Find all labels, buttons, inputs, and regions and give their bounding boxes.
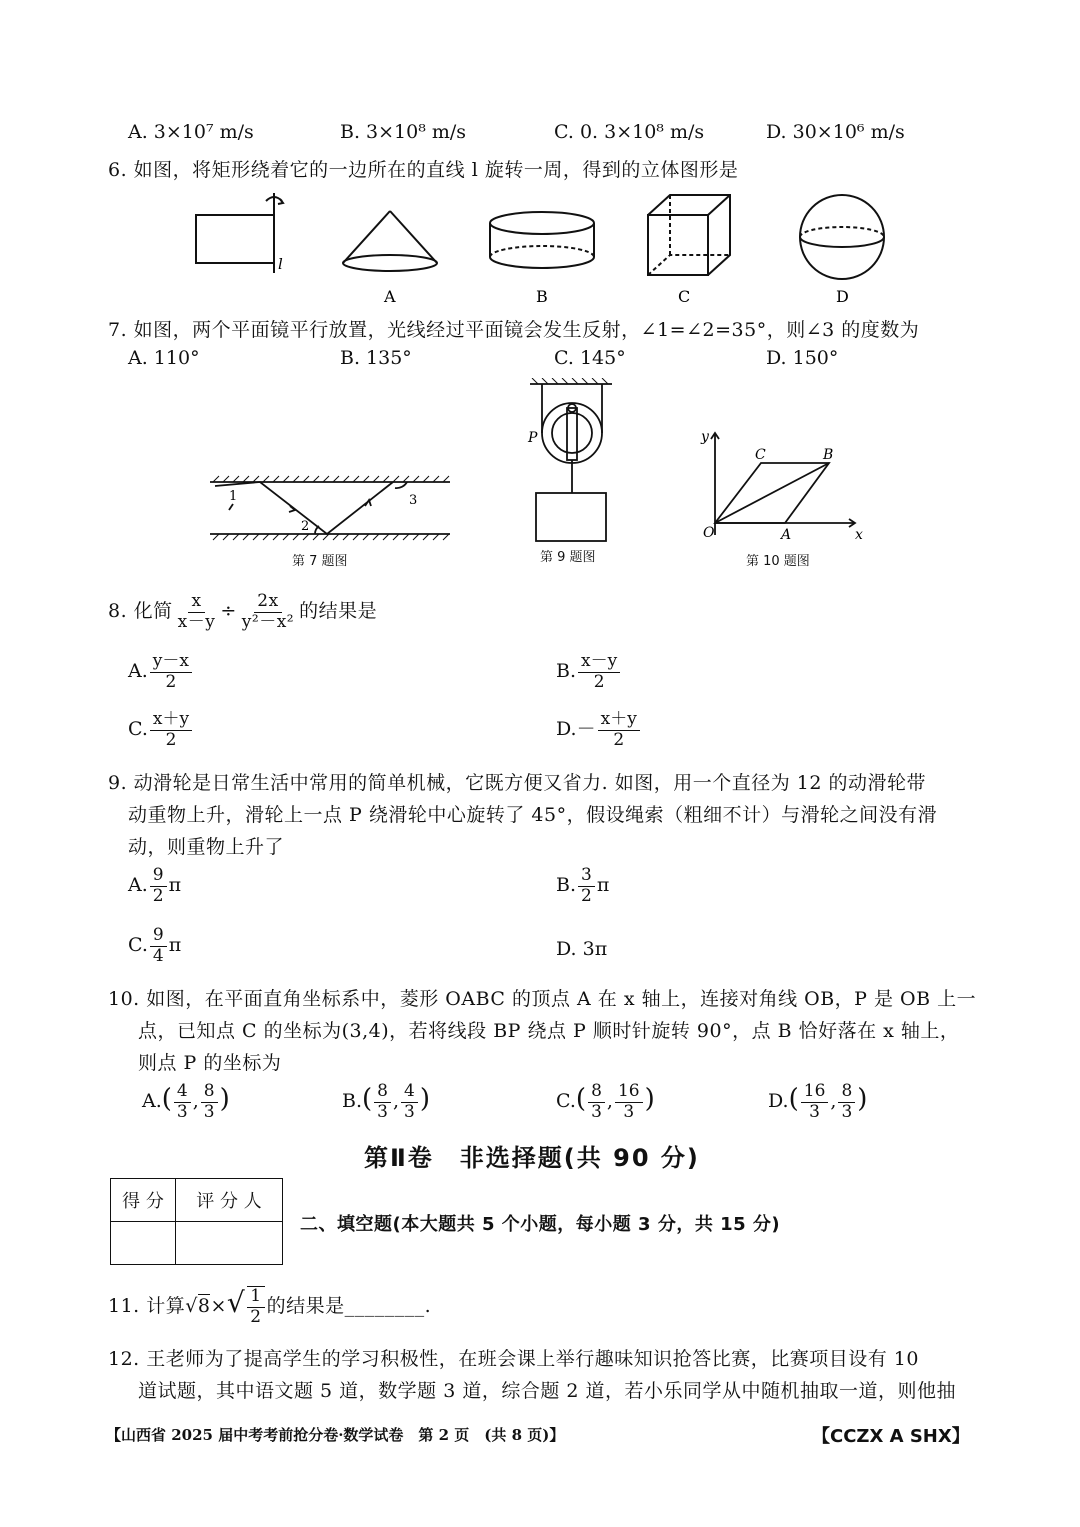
section-2-title: 第Ⅱ卷 非选择题(共 90 分) xyxy=(364,1144,700,1172)
q6-stem: 6. 如图，将矩形绕着它的一边所在的直线 l 旋转一周，得到的立体图形是 xyxy=(108,159,739,181)
q7-option-d: D. 150° xyxy=(766,347,839,369)
q8-option-c-label: C. xyxy=(128,718,148,741)
q11-den: 2 xyxy=(250,1307,262,1327)
figure-10-rhombus xyxy=(695,425,870,545)
q5-option-d: D. 30×10⁶ m/s xyxy=(766,121,905,143)
q9-line-2: 动重物上升，滑轮上一点 P 绕滑轮中心旋转了 45°，假设绳索（粗细不计）与滑轮之间没有滑 xyxy=(128,804,938,826)
q10-option-b: B.( $\frac{8}{3}$ , $\frac{4}{3}$ ) xyxy=(342,1081,431,1122)
q5-option-b: B. 3×10⁸ m/s xyxy=(340,121,467,143)
q9-option-c-pi: π xyxy=(168,934,182,957)
q10-option-c: C.( $\frac{8}{3}$ , $\frac{16}{3}$ ) xyxy=(556,1081,655,1122)
q8-option-b-den: 2 xyxy=(593,671,605,692)
q5-option-c: C. 0. 3×10⁸ m/s xyxy=(554,121,705,143)
q9-option-a-label: A. xyxy=(128,874,148,897)
q10-option-a-n1: 4 xyxy=(174,1082,191,1103)
q9-line-1: 9. 动滑轮是日常生活中常用的简单机械，它既方便又省力. 如图，用一个直径为 12 的动滑轮带 xyxy=(108,772,927,794)
angle-2-label: 2 xyxy=(301,519,310,534)
q10-option-d-n2: 8 xyxy=(838,1082,855,1103)
q11-root1: 8 xyxy=(197,1295,211,1317)
q8-option-d-den: 2 xyxy=(613,729,625,750)
sqrt-icon: √ xyxy=(185,1295,198,1317)
q10-option-b-n1: 8 xyxy=(374,1082,391,1103)
q10-line-1: 10. 如图，在平面直角坐标系中，菱形 OABC 的顶点 A 在 x 轴上，连接对角线 OB，P 是 OB 上一 xyxy=(108,988,977,1010)
q8-frac2-den: y²－x² xyxy=(241,611,295,632)
q8-suffix: 的结果是 xyxy=(299,600,378,623)
footer-exam-info: 【山西省 2025 届中考考前抢分卷·数学试卷 第 2 页 (共 8 页)】 xyxy=(106,1426,565,1444)
q11-num: 1 xyxy=(247,1287,264,1308)
q11-end: . xyxy=(424,1295,432,1317)
cube-figure xyxy=(648,195,730,275)
q8-option-a-num: y－x xyxy=(150,652,192,673)
figure-7-mirrors xyxy=(205,470,455,545)
figure-9-caption: 第 9 题图 xyxy=(540,550,596,565)
q5-option-a: A. 3×10⁷ m/s xyxy=(128,121,254,143)
q9-option-a-num: 9 xyxy=(150,866,167,887)
figure-7-caption: 第 7 题图 xyxy=(292,554,348,569)
q11-stem xyxy=(108,1286,431,1328)
q10-option-a-n2: 8 xyxy=(201,1082,218,1103)
q10-option-d-label: D. xyxy=(768,1090,789,1113)
q8-option-b-label: B. xyxy=(556,660,577,683)
q10-line-3: 则点 P 的坐标为 xyxy=(138,1052,282,1074)
q10-option-b-d1: 3 xyxy=(377,1101,388,1122)
q6-figures xyxy=(180,185,900,305)
q9-option-b xyxy=(556,866,609,906)
rectangle-figure xyxy=(196,193,283,273)
axis-y-label: y xyxy=(701,429,709,445)
q8-option-c xyxy=(128,710,194,750)
q10-option-b-label: B. xyxy=(342,1090,363,1113)
q12-line-1: 12. 王老师为了提高学生的学习积极性，在班会课上举行趣味知识抢答比赛，比赛项目设有 10 xyxy=(108,1348,919,1370)
q8-frac1-num: x xyxy=(188,592,204,613)
q9-option-d xyxy=(556,938,607,960)
axis-x-label: x xyxy=(855,527,863,543)
axis-label-l: l xyxy=(278,255,283,273)
q12-line-2: 道试题，其中语文题 5 道，数学题 3 道，综合题 2 道，若小乐同学从中随机抽取一道，则他抽 xyxy=(138,1380,957,1402)
q9-option-c xyxy=(128,926,181,966)
footer-code: 【CCZX A SHX】 xyxy=(812,1426,970,1447)
angle-1-label: 1 xyxy=(229,489,238,504)
q8-option-a-label: A. xyxy=(128,660,148,683)
q9-option-d-label: D. xyxy=(556,938,577,960)
q9-option-a xyxy=(128,866,181,906)
q10-option-c-d1: 3 xyxy=(591,1101,602,1122)
q7-option-c: C. 145° xyxy=(554,347,626,369)
q9-option-b-num: 3 xyxy=(578,866,595,887)
q10-option-a-d1: 3 xyxy=(176,1101,188,1122)
grader-header: 评 分 人 xyxy=(176,1179,283,1222)
q7-option-b: B. 135° xyxy=(340,347,412,369)
q10-option-d-n1: 16 xyxy=(801,1082,829,1103)
point-c-label: C xyxy=(755,447,766,463)
figure-10-caption: 第 10 题图 xyxy=(746,554,810,569)
q8-option-a-den: 2 xyxy=(165,671,177,692)
q10-option-a-d2: 3 xyxy=(203,1101,215,1122)
grader-cell[interactable] xyxy=(176,1222,283,1265)
q8-frac2-num: 2x xyxy=(254,592,281,613)
q8-option-d-num: x＋y xyxy=(598,710,640,731)
q9-option-b-pi: π xyxy=(596,874,610,897)
q10-option-a-label: A. xyxy=(142,1090,162,1113)
q9-option-b-den: 2 xyxy=(581,885,592,906)
q10-option-a: A.( $\frac{4}{3}$ , $\frac{8}{3}$ ) xyxy=(142,1081,230,1122)
q11-answer-blank[interactable]: ________ xyxy=(344,1295,425,1317)
q9-option-c-den: 4 xyxy=(152,945,164,966)
option-d-label: D xyxy=(836,287,849,305)
q9-option-c-num: 9 xyxy=(150,926,167,947)
point-a-label: A xyxy=(781,527,792,543)
sphere-figure xyxy=(800,195,884,279)
q10-option-c-d2: 3 xyxy=(623,1101,635,1122)
q10-option-d-d2: 3 xyxy=(841,1101,853,1122)
q10-option-d-d1: 3 xyxy=(809,1101,820,1122)
q8-option-d xyxy=(556,710,642,750)
q8-frac1-den: x－y xyxy=(177,611,216,632)
option-c-label: C xyxy=(678,287,691,305)
score-cell[interactable] xyxy=(111,1222,176,1265)
q11-prefix: 11. 计算 xyxy=(108,1295,186,1317)
q8-option-b xyxy=(556,652,622,692)
option-a-label: A xyxy=(384,287,396,305)
q8-option-c-num: x＋y xyxy=(150,710,192,731)
q8-prefix: 8. 化简 xyxy=(108,600,173,623)
cone-figure xyxy=(343,211,437,271)
sqrt-icon: √ xyxy=(226,1286,246,1319)
q10-option-c-label: C. xyxy=(556,1090,576,1113)
q11-times: × xyxy=(210,1295,227,1317)
cylinder-figure xyxy=(490,212,594,268)
q9-line-3: 动，则重物上升了 xyxy=(128,836,285,858)
q9-option-a-pi: π xyxy=(168,874,182,897)
q9-option-a-den: 2 xyxy=(152,885,164,906)
point-o-label: O xyxy=(703,525,715,541)
q10-option-b-d2: 3 xyxy=(404,1101,415,1122)
q9-option-b-label: B. xyxy=(556,874,577,897)
q8-option-c-den: 2 xyxy=(165,729,177,750)
q8-op: ÷ xyxy=(220,600,237,623)
point-b-label: B xyxy=(823,447,834,463)
figure-9-pulley xyxy=(520,378,620,543)
q10-option-c-n1: 8 xyxy=(588,1082,605,1103)
q11-suffix: 的结果是 xyxy=(266,1295,345,1317)
q10-option-b-n2: 4 xyxy=(401,1082,418,1103)
q8-option-d-label: D. xyxy=(556,718,577,741)
angle-3-label: 3 xyxy=(409,493,418,508)
q8-option-d-sign: － xyxy=(576,718,596,741)
q9-option-c-label: C. xyxy=(128,934,148,957)
q8-option-a xyxy=(128,652,194,692)
option-b-label: B xyxy=(536,287,548,305)
section-2-heading: 二、填空题(本大题共 5 个小题，每小题 3 分，共 15 分) xyxy=(300,1214,781,1235)
q7-stem: 7. 如图，两个平面镜平行放置，光线经过平面镜会发生反射，∠1=∠2=35°，则∠3 的度数为 xyxy=(108,319,920,341)
q8-stem xyxy=(108,592,377,632)
point-p-label: P xyxy=(528,430,538,446)
q10-option-c-n2: 16 xyxy=(615,1082,643,1103)
q8-option-b-num: x－y xyxy=(578,652,620,673)
q7-option-a: A. 110° xyxy=(128,347,200,369)
q9-option-d-value: 3π xyxy=(582,938,608,960)
q10-line-2: 点，已知点 C 的坐标为(3,4)，若将线段 BP 绕点 P 顺时针旋转 90°，点 B 恰好落在 x 轴上， xyxy=(138,1020,960,1042)
score-header: 得 分 xyxy=(111,1179,176,1222)
score-table xyxy=(110,1178,283,1265)
q10-option-d: D.( $\frac{16}{3}$ , $\frac{8}{3}$ ) xyxy=(768,1081,868,1122)
